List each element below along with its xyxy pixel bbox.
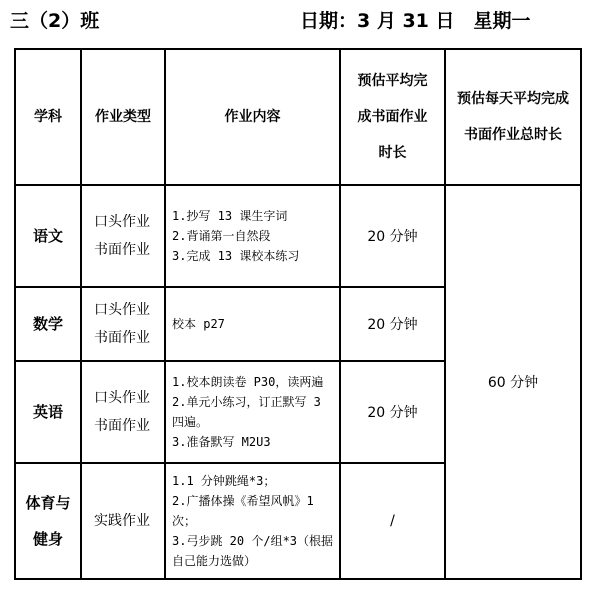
header-estimated-time-line: 预估平均完 [357, 73, 428, 89]
time-cell: 20 分钟 [340, 287, 445, 361]
header-daily-total [445, 49, 581, 185]
type-cell [81, 287, 165, 361]
subject-label: 健身 [32, 530, 63, 548]
content-line: 1.1 分钟跳绳*3； [172, 474, 276, 488]
content-cell [165, 463, 340, 579]
type-label: 口头作业 [94, 390, 150, 406]
content-cell [165, 185, 340, 287]
content-line: 校本 p27 [172, 317, 225, 331]
header-content: 作业内容 [165, 49, 340, 185]
content-line: 3.弓步跳 20 个/组*3（根据自己能力选做） [172, 534, 334, 568]
time-cell: 20 分钟 [340, 185, 445, 287]
subject-label: 英语 [32, 403, 63, 421]
header-type: 作业类型 [81, 49, 165, 185]
header-estimated-time [340, 49, 445, 185]
subject-cell [15, 463, 81, 579]
type-label: 实践作业 [94, 513, 150, 529]
type-cell [81, 185, 165, 287]
subject-cell [15, 287, 81, 361]
subject-label: 体育与 [25, 494, 71, 512]
header-daily-total-line: 书面作业总时长 [464, 127, 562, 143]
type-cell [81, 463, 165, 579]
date-info: 日期：3 月 31 日 星期一 [300, 10, 531, 32]
header-daily-total-line: 预估每天平均完成 [457, 91, 569, 107]
class-name: 三（2）班 [10, 10, 100, 32]
type-label: 书面作业 [94, 418, 150, 434]
time-cell: 20 分钟 [340, 361, 445, 463]
subject-cell [15, 361, 81, 463]
table-header-row [15, 49, 581, 185]
type-label: 口头作业 [94, 214, 150, 230]
type-label: 书面作业 [94, 330, 150, 346]
type-label: 口头作业 [94, 302, 150, 318]
content-line: 2.广播体操《希望风帆》1 次； [172, 494, 314, 528]
page-header [0, 0, 595, 40]
subject-label: 数学 [32, 315, 63, 333]
table-row [15, 185, 581, 287]
daily-total-cell: 60 分钟 [445, 185, 581, 579]
subject-label: 语文 [32, 227, 63, 245]
header-estimated-time-line: 时长 [378, 145, 407, 161]
content-line: 2.背诵第一自然段 [172, 229, 271, 243]
content-line: 1.校本朗读卷 P30，读两遍 [172, 375, 324, 389]
content-line: 3.准备默写 M2U3 [172, 435, 271, 449]
content-line: 1.抄写 13 课生字词 [172, 209, 288, 223]
content-cell [165, 361, 340, 463]
content-cell [165, 287, 340, 361]
type-label: 书面作业 [94, 242, 150, 258]
type-cell [81, 361, 165, 463]
homework-table [14, 48, 582, 580]
content-line: 2.单元小练习，订正默写 3 四遍。 [172, 395, 321, 429]
subject-cell [15, 185, 81, 287]
time-cell: / [340, 463, 445, 579]
header-subject: 学科 [15, 49, 81, 185]
header-estimated-time-line: 成书面作业 [357, 109, 428, 125]
content-line: 3.完成 13 课校本练习 [172, 249, 300, 263]
